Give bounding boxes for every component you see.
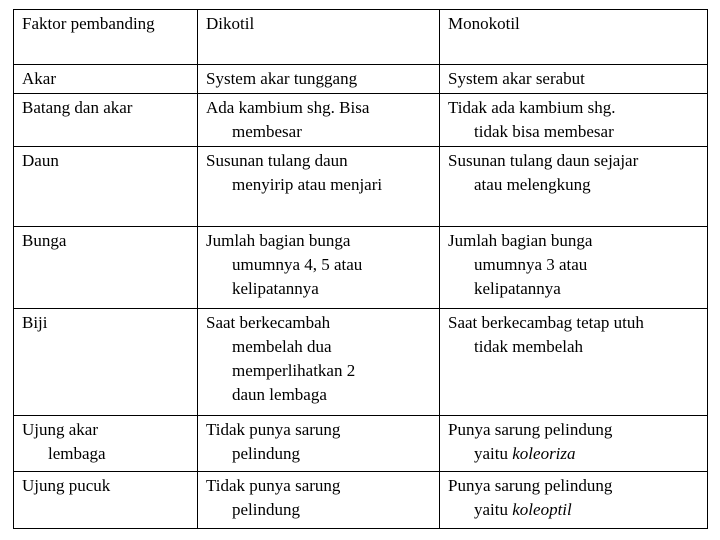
cell-line: membelah dua xyxy=(232,337,332,357)
cell-line: Saat berkecambag tetap utuh xyxy=(448,313,644,333)
cell-line: lembaga xyxy=(48,444,106,464)
scientific-term: koleoptil xyxy=(512,499,572,519)
table-row xyxy=(14,416,708,471)
cell-line: membesar xyxy=(232,122,302,142)
cell-line: umumnya 4, 5 atau xyxy=(232,255,363,275)
scientific-term: koleoriza xyxy=(512,444,576,464)
cell-line xyxy=(448,498,704,522)
cell-line: Susunan tulang daun xyxy=(206,151,348,171)
cell-line: Ujung pucuk xyxy=(22,475,111,495)
dikotil-cell xyxy=(198,416,440,471)
header-cell-factor: Faktor pembanding xyxy=(14,10,198,65)
cell-line: kelipatannya xyxy=(232,279,319,299)
monokotil-cell xyxy=(440,65,708,94)
dikotil-cell xyxy=(198,471,440,528)
cell-line: Tidak punya sarung xyxy=(206,475,341,495)
monokotil-cell xyxy=(440,471,708,528)
cell-line: pelindung xyxy=(232,444,300,464)
dikotil-cell xyxy=(198,147,440,227)
factor-cell xyxy=(14,309,198,416)
cell-line: Ujung akar xyxy=(22,420,99,440)
cell-line: Tidak ada kambium shg. xyxy=(448,98,616,118)
dikotil-cell xyxy=(198,309,440,416)
cell-line: System akar tunggang xyxy=(206,69,358,89)
cell-line: kelipatannya xyxy=(474,279,561,299)
cell-line: tidak bisa membesar xyxy=(474,122,614,142)
table-row xyxy=(14,309,708,416)
cell-line: umumnya 3 atau xyxy=(474,255,588,275)
cell-line: Ada kambium shg. Bisa xyxy=(206,98,370,118)
cell-line: Punya sarung pelindung xyxy=(448,420,613,440)
cell-line: pelindung xyxy=(232,499,300,519)
factor-cell xyxy=(14,227,198,309)
comparison-table xyxy=(13,9,708,529)
cell-line: memperlihatkan 2 xyxy=(232,361,356,381)
factor-cell xyxy=(14,94,198,147)
dikotil-cell xyxy=(198,227,440,309)
monokotil-cell xyxy=(440,147,708,227)
cell-line: Daun xyxy=(22,151,59,171)
cell-line: atau melengkung xyxy=(474,175,591,195)
table-row xyxy=(14,227,708,309)
cell-line: Bunga xyxy=(22,231,67,251)
cell-line: Akar xyxy=(22,69,56,89)
table-row xyxy=(14,471,708,528)
monokotil-cell xyxy=(440,227,708,309)
cell-line: daun lembaga xyxy=(232,385,327,405)
factor-cell xyxy=(14,416,198,471)
cell-line: Susunan tulang daun sejajar xyxy=(448,151,639,171)
cell-line: Batang dan akar xyxy=(22,98,133,118)
monokotil-cell xyxy=(440,309,708,416)
dikotil-cell xyxy=(198,94,440,147)
cell-line: Biji xyxy=(22,313,48,333)
cell-line: Punya sarung pelindung xyxy=(448,475,613,495)
header-cell-dikotil: Dikotil xyxy=(198,10,440,65)
table-row xyxy=(14,65,708,94)
dikotil-cell xyxy=(198,65,440,94)
cell-line: tidak membelah xyxy=(474,337,584,357)
cell-line: Jumlah bagian bunga xyxy=(206,231,351,251)
monokotil-cell xyxy=(440,416,708,471)
cell-text: yaitu xyxy=(474,499,513,519)
header-row xyxy=(14,10,708,65)
cell-line: System akar serabut xyxy=(448,69,585,89)
monokotil-cell xyxy=(440,94,708,147)
factor-cell xyxy=(14,147,198,227)
header-cell-monokotil: Monokotil xyxy=(440,10,708,65)
table-row xyxy=(14,94,708,147)
cell-line: menyirip atau menjari xyxy=(232,175,383,195)
table-row xyxy=(14,147,708,227)
factor-cell xyxy=(14,471,198,528)
cell-text: yaitu xyxy=(474,444,513,464)
cell-line: Saat berkecambah xyxy=(206,313,331,333)
cell-line: Tidak punya sarung xyxy=(206,420,341,440)
cell-line xyxy=(448,442,704,466)
cell-line: Jumlah bagian bunga xyxy=(448,231,593,251)
factor-cell xyxy=(14,65,198,94)
